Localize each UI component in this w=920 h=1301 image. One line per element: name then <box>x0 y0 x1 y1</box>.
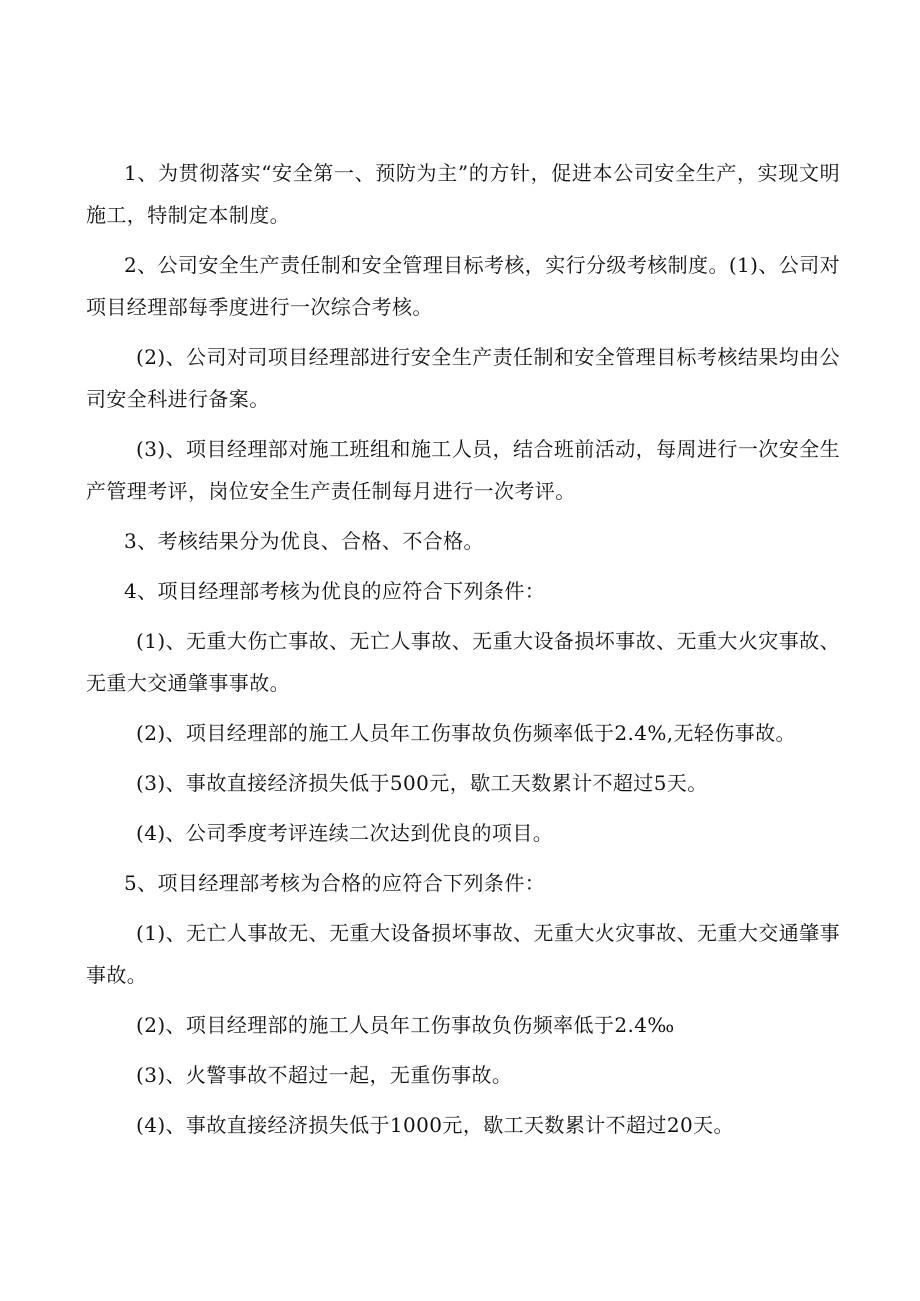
paragraph-5-item-4: (4)、事故直接经济损失低于1000元，歇工天数累计不超过20天。 <box>136 1113 734 1137</box>
paragraph-4: 4、项目经理部考核为优良的应符合下列条件： <box>124 579 546 603</box>
paragraph-3: 3、考核结果分为优良、合格、不合格。 <box>124 529 484 553</box>
paragraph-2-item-2: (2)、公司对司项目经理部进行安全生产责任制和安全管理目标考核结果均由公司安全科进行备案。 <box>86 345 840 411</box>
paragraph-2: 2、公司安全生产责任制和安全管理目标考核，实行分级考核制度。(1)、公司对项目经理部每季度进行一次综合考核。 <box>86 253 840 319</box>
paragraph-4-item-2: (2)、项目经理部的施工人员年工伤事故负伤频率低于2.4%,无轻伤事故。 <box>136 721 796 745</box>
paragraph-4-item-1: (1)、无重大伤亡事故、无亡人事故、无重大设备损坏事故、无重大火灾事故、无重大交通肇事事故。 <box>86 629 840 695</box>
document-body <box>86 152 840 1154</box>
paragraph-5-item-1: (1)、无亡人事故无、无重大设备损坏事故、无重大火灾事故、无重大交通肇事事故。 <box>86 921 840 987</box>
paragraph-4-item-3: (3)、事故直接经济损失低于500元，歇工天数累计不超过5天。 <box>136 771 708 795</box>
paragraph-5: 5、项目经理部考核为合格的应符合下列条件： <box>124 871 546 895</box>
paragraph-2-item-3: (3)、项目经理部对施工班组和施工人员，结合班前活动，每周进行一次安全生产管理考评，岗位安全生产责任制每月进行一次考评。 <box>86 437 840 503</box>
paragraph-4-item-4: (4)、公司季度考评连续二次达到优良的项目。 <box>136 821 554 845</box>
paragraph-1: 1、为贯彻落实“安全第一、预防为主”的方针，促进本公司安全生产，实现文明施工，特制定本制度。 <box>86 161 840 227</box>
paragraph-5-item-2: (2)、项目经理部的施工人员年工伤事故负伤频率低于2.4‰ <box>136 1013 675 1037</box>
paragraph-5-item-3: (3)、火警事故不超过一起，无重伤事故。 <box>136 1063 513 1087</box>
